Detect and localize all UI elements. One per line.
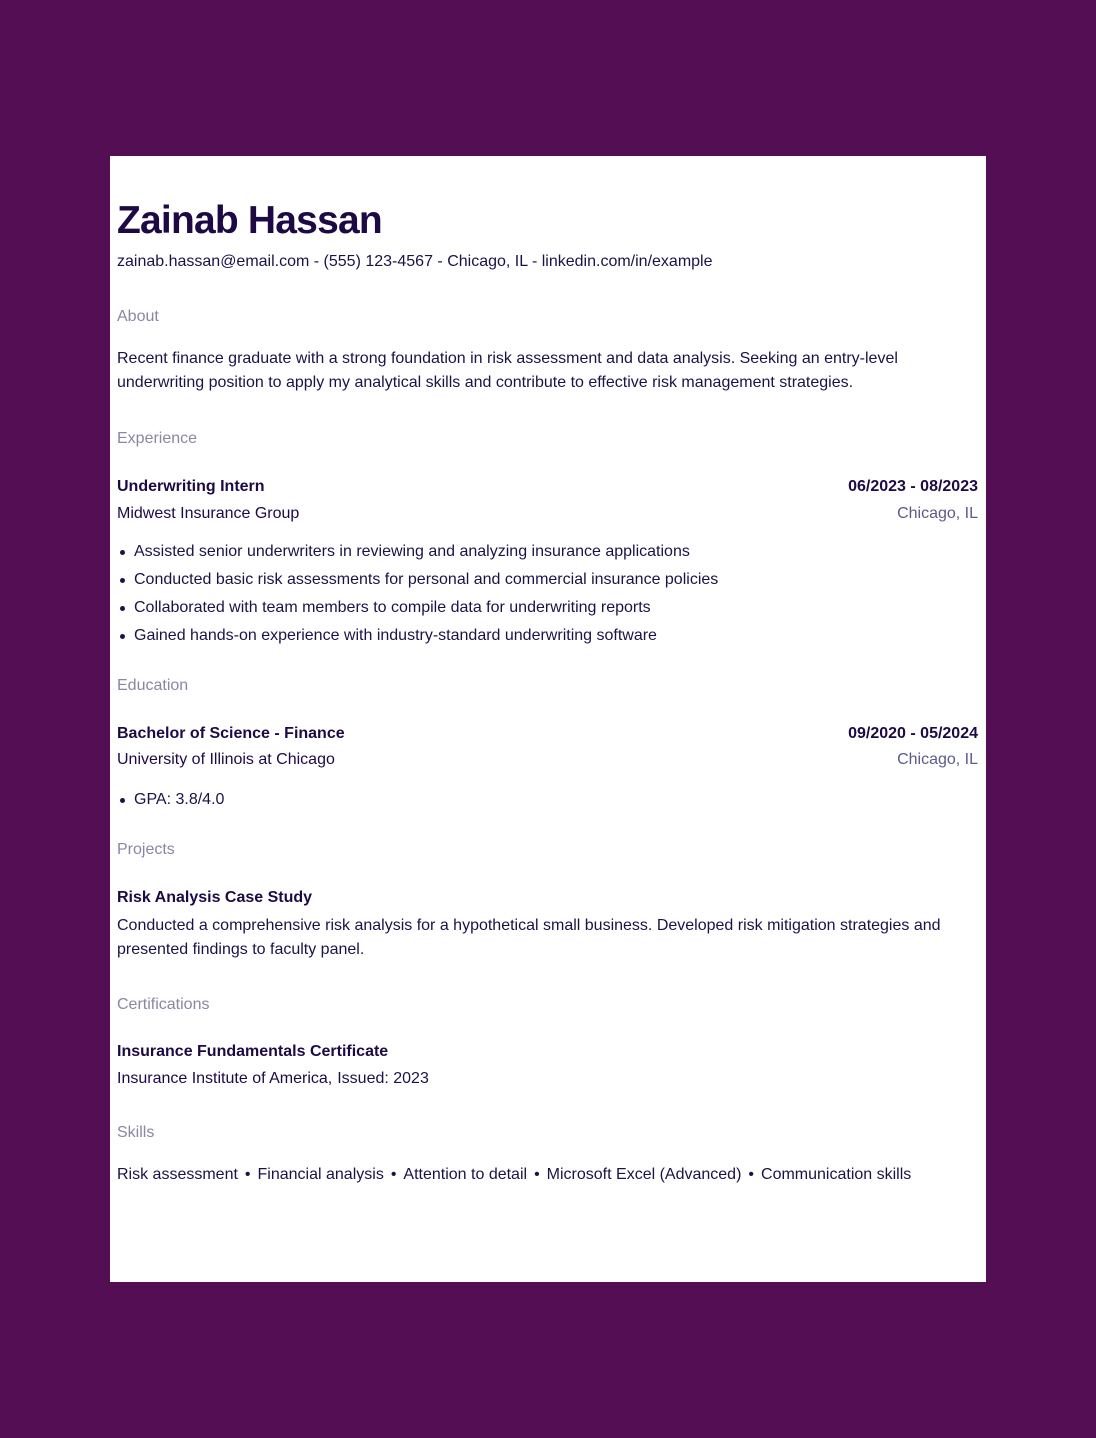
certification-issuer: Insurance Institute of America,: [117, 1070, 333, 1087]
separator-dot: •: [748, 1166, 755, 1183]
education-school-row: [117, 750, 978, 770]
education-degree: Bachelor of Science - Finance: [117, 725, 345, 742]
education-bullets: [117, 790, 978, 810]
skill-item: Risk assessment: [117, 1166, 238, 1183]
experience-bullets: [117, 542, 978, 646]
certification-issued: Issued: 2023: [337, 1070, 429, 1087]
experience-header-row: [117, 477, 978, 497]
experience-company: Midwest Insurance Group: [117, 505, 300, 522]
list-item: Collaborated with team members to compile data for underwriting reports: [134, 598, 978, 618]
section-title-skills: Skills: [117, 1124, 155, 1141]
section-title-projects: Projects: [117, 841, 175, 858]
list-item: Gained hands-on experience with industry-standard underwriting software: [134, 626, 978, 646]
resume-page: [110, 156, 986, 1282]
separator-dot: •: [534, 1166, 540, 1183]
certification-name: Insurance Fundamentals Certificate: [117, 1043, 389, 1060]
section-title-experience: Experience: [117, 430, 198, 447]
list-item: Conducted basic risk assessments for personal and commercial insurance policies: [134, 570, 978, 590]
skills-list: [117, 1165, 978, 1185]
candidate-name: Zainab Hassan: [117, 199, 382, 242]
contact-line: zainab.hassan@email.com - (555) 123-4567 - Chicago, IL - linkedin.com/in/example: [117, 253, 713, 270]
experience-location: Chicago, IL: [897, 505, 978, 522]
education-school: University of Illinois at Chicago: [117, 751, 335, 768]
separator-dot: •: [244, 1166, 251, 1183]
project-name: Risk Analysis Case Study: [117, 889, 313, 906]
section-title-about: About: [117, 308, 159, 325]
education-location: Chicago, IL: [897, 751, 978, 768]
certification-issuer-row: [117, 1069, 978, 1089]
project-description: Conducted a comprehensive risk analysis for a hypothetical small business. Developed risk mitigation strategies and presented findings to faculty panel.: [117, 917, 941, 958]
skill-item: Communication skills: [761, 1166, 912, 1183]
skill-item: Microsoft Excel (Advanced): [546, 1166, 742, 1183]
section-title-certifications: Certifications: [117, 996, 210, 1013]
separator-dot: •: [390, 1166, 397, 1183]
about-text: Recent finance graduate with a strong foundation in risk assessment and data analysis. Seeking an entry-level underwriting position to apply my analytical skills and contribute to effective risk management strategies.: [117, 350, 898, 391]
experience-role: Underwriting Intern: [117, 478, 265, 495]
list-item: Assisted senior underwriters in reviewing and analyzing insurance applications: [134, 542, 978, 562]
skill-item: Attention to detail: [403, 1166, 528, 1183]
education-header-row: [117, 724, 978, 744]
experience-dates: 06/2023 - 08/2023: [848, 478, 978, 495]
experience-company-row: [117, 504, 978, 524]
list-item: GPA: 3.8/4.0: [134, 790, 978, 810]
skill-item: Financial analysis: [257, 1166, 384, 1183]
education-dates: 09/2020 - 05/2024: [848, 725, 978, 742]
section-title-education: Education: [117, 677, 189, 694]
